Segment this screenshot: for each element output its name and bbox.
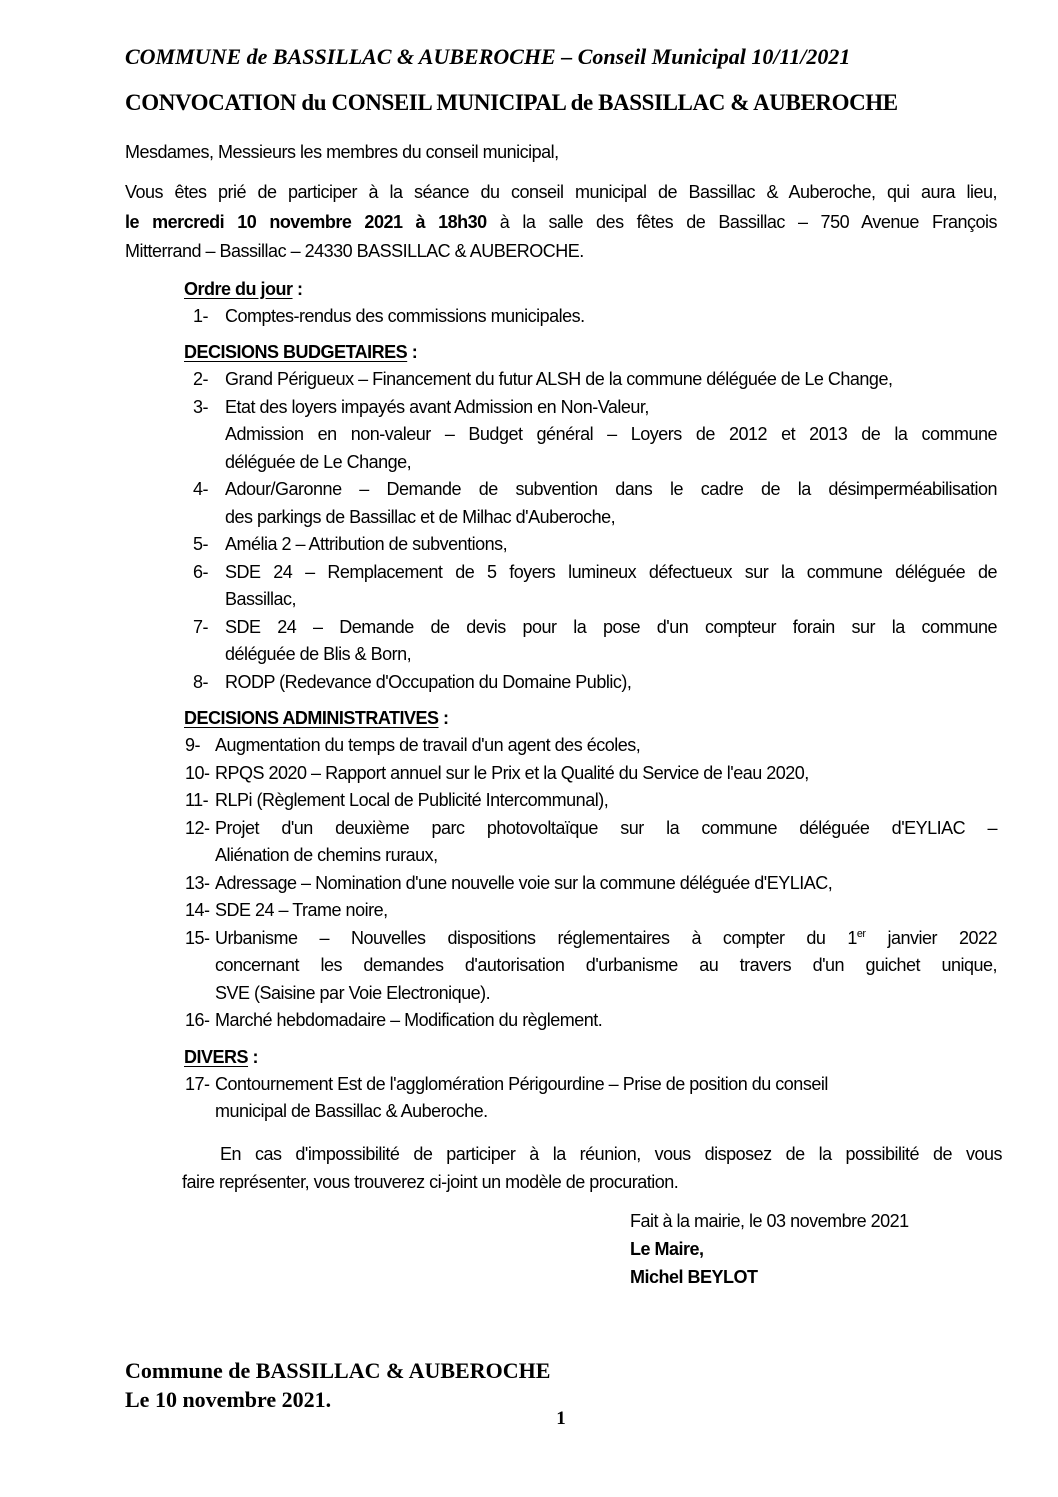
item-number: 3- <box>193 396 209 417</box>
text-line <box>215 760 997 788</box>
item-number: 16- <box>185 1010 210 1030</box>
text-segment: Comptes-rendus des commissions municipales. <box>225 305 585 326</box>
document-header: COMMUNE de BASSILLAC & AUBEROCHE – Conseil Municipal 10/11/2021 <box>125 44 851 69</box>
text-segment: faire représenter, vous trouverez ci-joint un modèle de procuration. <box>182 1171 679 1192</box>
text-segment: des parkings de Bassillac et de Milhac d'Auberoche, <box>225 506 616 527</box>
section-heading-colon: : <box>248 1046 259 1067</box>
section-heading-label: DECISIONS BUDGETAIRES <box>184 342 408 362</box>
footer-block <box>125 1356 550 1414</box>
intro-paragraph <box>125 178 997 267</box>
text-segment: Etat des loyers impayés avant Admission en Non-Valeur, <box>225 396 649 417</box>
section-heading-label: Ordre du jour <box>184 278 293 299</box>
item-text <box>215 732 997 760</box>
agenda-list <box>125 366 997 696</box>
agenda-item <box>125 614 997 669</box>
section-heading-colon: : <box>407 342 418 362</box>
text-segment: En cas d'impossibilité de participer à la réunion, vous disposez de la possibilité de vous <box>220 1143 1002 1164</box>
closing-paragraph <box>182 1140 1002 1196</box>
text-segment: Contournement Est de l'agglomération Périgourdine – Prise de position du conseil <box>215 1073 828 1094</box>
text-line <box>225 449 997 477</box>
text-segment: Marché hebdomadaire – Modification du règlement. <box>215 1010 603 1030</box>
item-text <box>215 870 997 898</box>
agenda-item <box>125 394 997 477</box>
item-number: 17- <box>185 1073 210 1094</box>
text-line <box>225 669 997 697</box>
item-text <box>215 1071 997 1126</box>
text-segment: déléguée de Blis & Born, <box>225 644 412 664</box>
text-segment: janvier 2022 <box>865 927 997 948</box>
agenda-item <box>125 897 997 925</box>
text-segment: à la salle des fêtes de Bassillac – 750 Avenue François <box>486 211 998 232</box>
text-segment: SDE 24 – Demande de devis pour la pose d'un compteur forain sur la commune <box>225 616 997 637</box>
section-heading-colon: : <box>438 708 449 728</box>
text-line <box>225 586 997 614</box>
signature-block <box>630 1207 997 1291</box>
text-segment: municipal de Bassillac & Auberoche. <box>215 1101 488 1121</box>
text-line <box>125 178 997 208</box>
item-number: 13- <box>185 872 210 893</box>
agenda-item <box>125 366 997 394</box>
signature-name: Michel BEYLOT <box>630 1266 758 1287</box>
item-number: 14- <box>185 900 210 920</box>
agenda-item <box>125 1071 997 1126</box>
agenda-item <box>125 815 997 870</box>
item-text <box>225 303 997 331</box>
text-segment: Grand Périgueux – Financement du futur ALSH de la commune déléguée de Le Change, <box>225 369 893 389</box>
item-number: 4- <box>193 479 209 499</box>
agenda-item <box>125 531 997 559</box>
footer-date: Le 10 novembre 2021. <box>125 1387 332 1412</box>
item-number: 15- <box>185 927 210 948</box>
item-text <box>225 614 997 669</box>
text-segment: SDE 24 – Remplacement de 5 foyers lumineux défectueux sur la commune déléguée de <box>225 561 997 582</box>
text-line <box>215 925 997 953</box>
section-heading <box>184 1043 997 1071</box>
text-line <box>125 208 997 238</box>
section-heading <box>184 275 997 303</box>
text-line <box>125 237 997 267</box>
footer-commune: Commune de BASSILLAC & AUBEROCHE <box>125 1358 551 1383</box>
agenda-item <box>125 303 997 331</box>
text-segment: RPQS 2020 – Rapport annuel sur le Prix et la Qualité du Service de l'eau 2020, <box>215 762 809 783</box>
agenda-list <box>125 732 997 1035</box>
item-number: 9- <box>185 735 201 755</box>
text-line <box>225 476 997 504</box>
text-segment: Vous êtes prié de participer à la séance du conseil municipal de Bassillac & Auberoche, qui aura lieu, <box>125 182 997 202</box>
item-number: 8- <box>193 671 209 692</box>
text-line <box>225 614 997 642</box>
text-line <box>215 952 997 980</box>
agenda-item <box>125 760 997 788</box>
text-segment: Urbanisme – Nouvelles dispositions réglementaires à compter du 1 <box>215 927 857 948</box>
agenda-list <box>125 1071 997 1126</box>
text-segment: Bassillac, <box>225 589 297 609</box>
text-segment: Aliénation de chemins ruraux, <box>215 845 438 865</box>
document-content <box>125 0 1002 1291</box>
text-segment: déléguée de Le Change, <box>225 451 412 472</box>
text-segment: le mercredi 10 novembre 2021 à 18h30 <box>125 211 487 232</box>
text-line <box>225 394 997 422</box>
item-text <box>225 669 997 697</box>
agenda-item <box>125 787 997 815</box>
text-line <box>215 1098 997 1126</box>
text-segment: Adour/Garonne – Demande de subvention dans le cadre de la désimperméabilisation <box>225 479 997 499</box>
text-line <box>215 897 997 925</box>
section-heading-label: DIVERS <box>184 1046 249 1067</box>
text-line <box>215 815 997 843</box>
item-number: 5- <box>193 534 209 554</box>
text-line <box>225 303 997 331</box>
item-text <box>215 787 997 815</box>
text-line <box>225 504 997 532</box>
section-heading <box>184 338 997 366</box>
text-line <box>215 1007 997 1035</box>
text-line <box>225 641 997 669</box>
agenda-item <box>125 925 997 1008</box>
signature-role: Le Maire, <box>630 1238 704 1259</box>
page-number: 1 <box>556 1408 566 1429</box>
text-segment: RODP (Redevance d'Occupation du Domaine Public), <box>225 671 632 692</box>
item-text <box>215 815 997 870</box>
item-text <box>225 366 997 394</box>
item-text <box>225 394 997 477</box>
text-line <box>215 842 997 870</box>
text-line <box>225 366 997 394</box>
text-segment: Augmentation du temps de travail d'un agent des écoles, <box>215 735 641 755</box>
agenda-item <box>125 732 997 760</box>
text-segment: SVE (Saisine par Voie Electronique). <box>215 982 491 1003</box>
agenda-list <box>125 303 997 331</box>
text-segment: Amélia 2 – Attribution de subventions, <box>225 534 508 554</box>
agenda-item <box>125 559 997 614</box>
item-number: 2- <box>193 369 209 389</box>
item-number: 10- <box>185 762 210 783</box>
item-number: 6- <box>193 561 209 582</box>
salutation: Mesdames, Messieurs les membres du conseil municipal, <box>125 142 559 162</box>
signature-place-date: Fait à la mairie, le 03 novembre 2021 <box>630 1210 909 1231</box>
text-segment: Adressage – Nomination d'une nouvelle voie sur la commune déléguée d'EYLIAC, <box>215 872 833 893</box>
text-line <box>225 559 997 587</box>
text-line <box>182 1140 1002 1168</box>
item-number: 7- <box>193 616 209 637</box>
text-segment: SDE 24 – Trame noire, <box>215 900 388 920</box>
text-line <box>215 1071 997 1099</box>
item-text <box>225 559 997 614</box>
text-segment: Projet d'un deuxième parc photovoltaïque sur la commune déléguée d'EYLIAC – <box>215 817 997 838</box>
text-segment: RLPi (Règlement Local de Publicité Intercommunal), <box>215 790 609 810</box>
section-heading-label: DECISIONS ADMINISTRATIVES <box>184 708 439 728</box>
item-text <box>215 897 997 925</box>
item-number: 1- <box>193 305 209 326</box>
section-heading-colon: : <box>292 278 303 299</box>
agenda-sections <box>125 275 997 1126</box>
text-line <box>182 1168 1002 1196</box>
agenda-item <box>125 669 997 697</box>
agenda-item <box>125 1007 997 1035</box>
text-segment: concernant les demandes d'autorisation d'urbanisme au travers d'un guichet unique, <box>215 955 997 975</box>
text-line <box>225 531 997 559</box>
item-number: 11- <box>185 790 209 810</box>
text-segment: Mitterrand – Bassillac – 24330 BASSILLAC & AUBEROCHE. <box>125 241 584 261</box>
text-segment: Admission en non-valeur – Budget général – Loyers de 2012 et 2013 de la commune <box>225 424 997 444</box>
item-text <box>215 925 997 1008</box>
document-title: CONVOCATION du CONSEIL MUNICIPAL de BASSILLAC & AUBEROCHE <box>125 90 898 115</box>
text-line <box>215 980 997 1008</box>
text-line <box>215 787 997 815</box>
item-text <box>215 1007 997 1035</box>
agenda-item <box>125 870 997 898</box>
item-text <box>225 531 997 559</box>
section-heading <box>184 704 997 732</box>
item-text <box>215 760 997 788</box>
text-line <box>215 732 997 760</box>
text-line <box>215 870 997 898</box>
item-text <box>225 476 997 531</box>
text-line <box>225 421 997 449</box>
agenda-item <box>125 476 997 531</box>
superscript-text: er <box>856 927 866 940</box>
item-number: 12- <box>185 817 210 838</box>
